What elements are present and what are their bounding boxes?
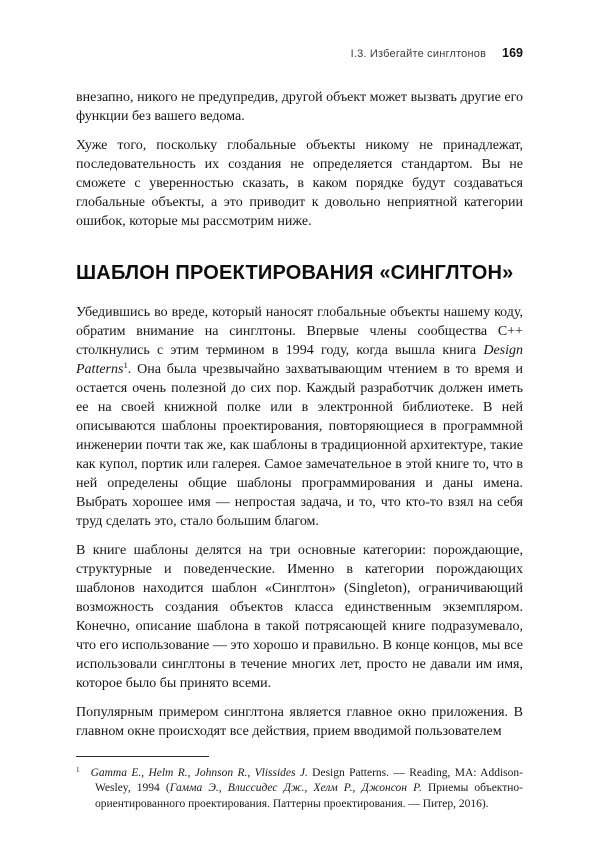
page-body	[76, 88, 523, 741]
body-paragraph-2: Хуже того, поскольку глобальные объекты никому не принадлежат, последовательность их создания не определяется стандартом. Вы не сможете с уверенностью сказать, в каком порядке будут создаваться глобальные объекты, а это приводит к довольно неприятной категории ошибок, которые мы рассмотрим ниже.	[76, 138, 523, 229]
body-paragraph-5: Популярным примером синглтона является главное окно приложения. В главном окне происходят все действия, прием вводимой пользователем	[76, 705, 523, 739]
footnote-marker: 1	[76, 765, 80, 774]
page-number: 169	[502, 46, 523, 60]
body-paragraph-1: внезапно, никого не предупредив, другой объект может вызвать другие его функции без вашего ведома.	[76, 90, 523, 124]
footnote-divider	[76, 756, 209, 757]
footnote	[76, 756, 523, 813]
footnote-text	[76, 766, 523, 813]
section-heading: ШАБЛОН ПРОЕКТИРОВАНИЯ «СИНГЛТОН»	[76, 262, 514, 284]
body-paragraph-3: Убедившись во вреде, который наносят глобальные объекты нашему коду, обратим внимание на синглтоны. Впервые члены сообщества C++ столкнулись с этим термином в 1994 году, когда вышла книга Design Patterns$^1$. Она была чрезвычайно захватывающим чтением в то время и остается очень полезной до сих пор. Каждый разработчик должен иметь ее на своей книжной полке или в электронной библиотеке. В ней описываются шаблоны проектирования, повторяющиеся в программной инженерии почти так же, как шаблоны в традиционной архитектуре, такие как купол, портик или галерея. Самое замечательное в этой книге то, что в ней определены общие шаблоны программирования и даны имена. Выбрать хорошее имя — непростая задача, и то, что кто-то взял на себя труд сделать это, стало большим благом.	[76, 305, 523, 529]
body-paragraph-4: В книге шаблоны делятся на три основные категории: порождающие, структурные и поведенческие. Именно в категории порождающих шаблонов находится шаблон «Синглтон» (Singleton), ограничивающий возможность создания объектов класса единственным экземпляром. Конечно, описание шаблона в такой потрясающей книге подразумевало, что его использование — это хорошо и правильно. В конце концов, мы все использовали синглтоны в течение многих лет, просто не давали им имя, которое было бы принято всеми.	[76, 543, 523, 691]
running-title: I.3. Избегайте синглтонов	[350, 48, 487, 60]
footnote-reference: Gamma E., Helm R., Johnson R., Vlissides J. Design Patterns. — Reading, MA: Addison-Wesley, 1994 (Гамма Э., Влиссидес Дж., Хелм Р., Джонсон Р. Приемы объектно-ориентированного проектирования. Паттерны проектирования. — Питер, 2016).	[90, 766, 523, 810]
running-head	[76, 46, 523, 60]
